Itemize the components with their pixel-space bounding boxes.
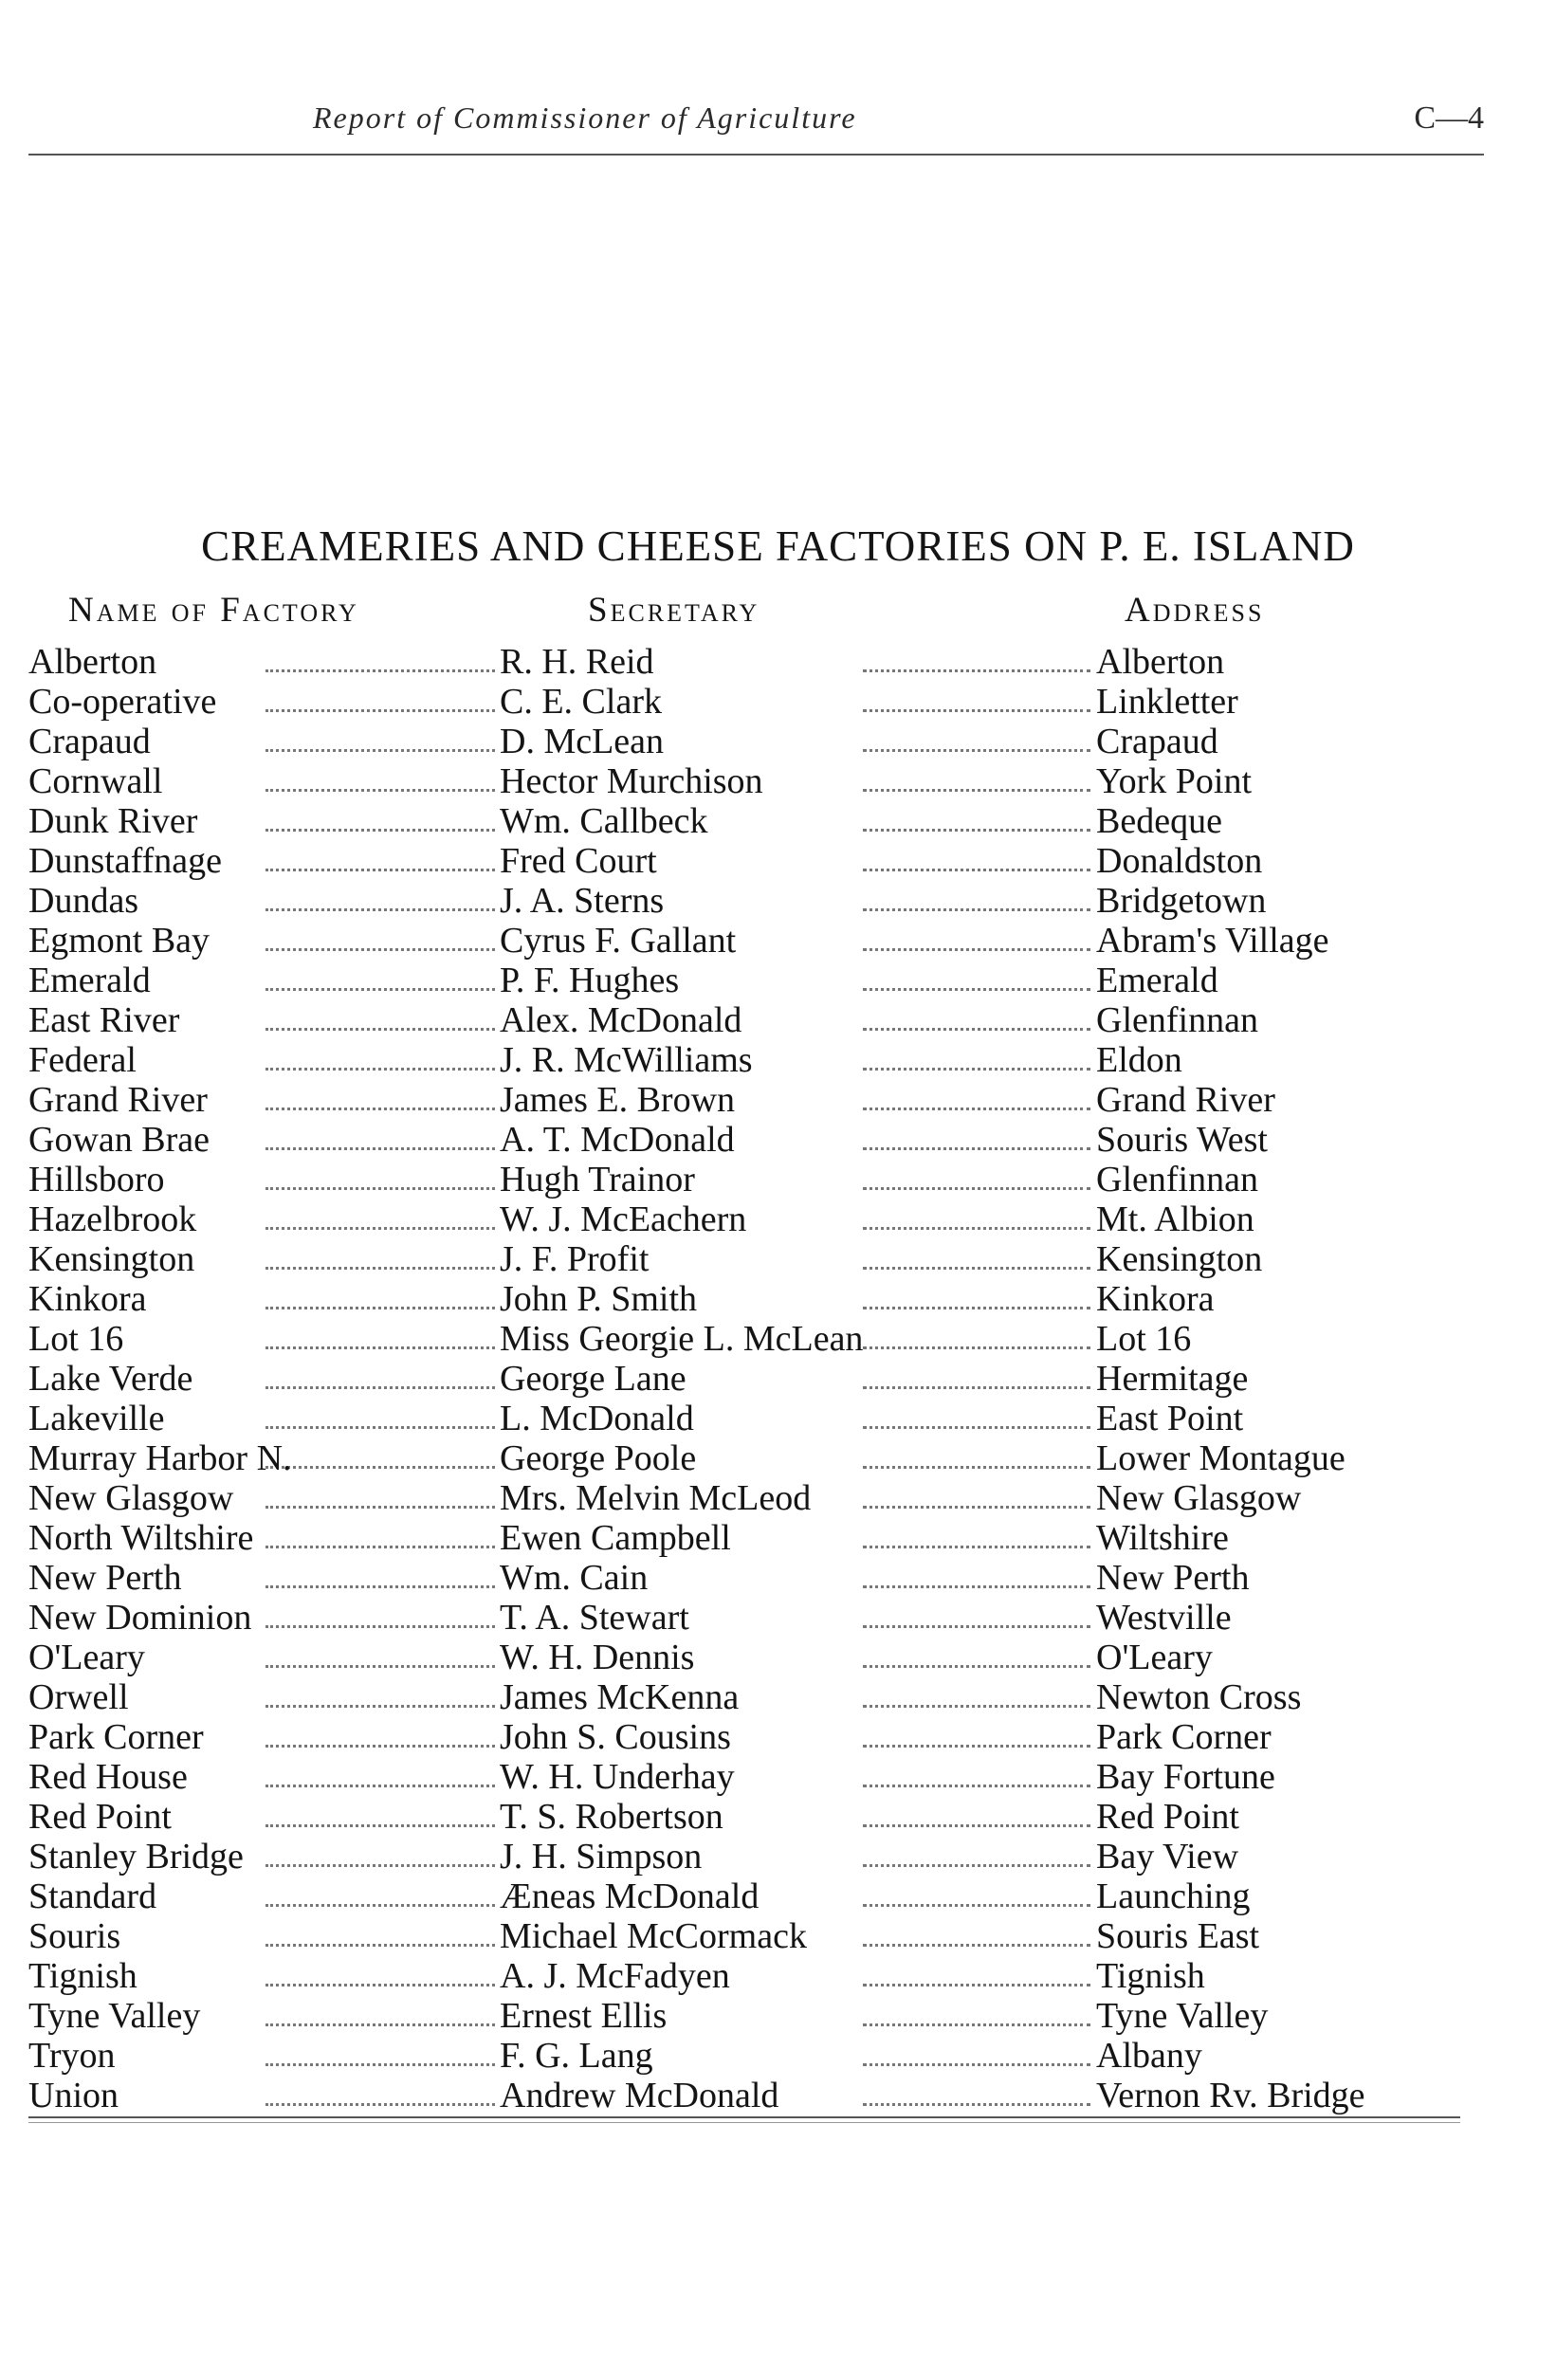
secretary-name: Miss Georgie L. McLean (500, 1319, 864, 1359)
table-row (28, 2036, 1489, 2076)
dot-leader (863, 709, 1090, 712)
dot-leader (265, 1665, 495, 1668)
factory-name: Cornwall (28, 761, 163, 801)
dot-leader (863, 1346, 1090, 1349)
address: Westville (1096, 1598, 1232, 1638)
table-row (28, 1638, 1489, 1677)
secretary-name: J. H. Simpson (500, 1837, 703, 1877)
address: Red Point (1096, 1797, 1239, 1837)
dot-leader (863, 2103, 1090, 2106)
table-row (28, 2076, 1489, 2115)
dot-leader (863, 1227, 1090, 1230)
dot-leader (265, 1824, 495, 1827)
table-row (28, 1877, 1489, 1916)
table-row (28, 1956, 1489, 1996)
factory-name: Lakeville (28, 1399, 165, 1438)
dot-leader (265, 1028, 495, 1031)
table-row (28, 722, 1489, 761)
dot-leader (863, 749, 1090, 752)
address: Bay View (1096, 1837, 1239, 1877)
secretary-name: Michael McCormack (500, 1916, 807, 1956)
dot-leader (265, 1187, 495, 1190)
table-row (28, 1558, 1489, 1598)
secretary-name: George Poole (500, 1438, 697, 1478)
dot-leader (265, 1346, 495, 1349)
dot-leader (265, 1944, 495, 1947)
secretary-name: J. A. Sterns (500, 881, 665, 921)
dot-leader (265, 948, 495, 951)
table-row (28, 961, 1489, 1000)
table-row (28, 1797, 1489, 1837)
factory-name: Orwell (28, 1677, 129, 1717)
dot-leader (863, 1824, 1090, 1827)
address: New Glasgow (1096, 1478, 1302, 1518)
dot-leader (265, 669, 495, 672)
footer-rule (28, 2116, 1460, 2118)
dot-leader (863, 789, 1090, 792)
factory-name: Kinkora (28, 1279, 147, 1319)
secretary-name: T. S. Robertson (500, 1797, 723, 1837)
dot-leader (265, 1984, 495, 1986)
table-row (28, 1279, 1489, 1319)
factory-name: Stanley Bridge (28, 1837, 244, 1877)
dot-leader (863, 1705, 1090, 1708)
factory-name: Tyne Valley (28, 1996, 201, 2036)
dot-leader (265, 829, 495, 832)
table-row (28, 761, 1489, 801)
factory-name: Lot 16 (28, 1319, 124, 1359)
table-row (28, 1518, 1489, 1558)
factory-name: O'Leary (28, 1638, 145, 1677)
factory-name: New Perth (28, 1558, 182, 1598)
dot-leader (265, 1506, 495, 1509)
secretary-name: W. H. Underhay (500, 1757, 735, 1797)
dot-leader (863, 1506, 1090, 1509)
secretary-name: James E. Brown (500, 1080, 736, 1120)
page-title: CREAMERIES AND CHEESE FACTORIES ON P. E. ISLAND (201, 522, 1355, 570)
factory-name: Hazelbrook (28, 1199, 197, 1239)
dot-leader (863, 1187, 1090, 1190)
factory-name: Alberton (28, 642, 157, 682)
dot-leader (265, 749, 495, 752)
factory-name: Dunstaffnage (28, 841, 223, 881)
address: Tyne Valley (1096, 1996, 1269, 2036)
secretary-name: W. J. McEachern (500, 1199, 747, 1239)
dot-leader (863, 948, 1090, 951)
address: Bridgetown (1096, 881, 1267, 921)
factory-name: Crapaud (28, 722, 151, 761)
table-row (28, 1319, 1489, 1359)
address: Abram's Village (1096, 921, 1329, 961)
dot-leader (863, 829, 1090, 832)
table-row (28, 1717, 1489, 1757)
dot-leader (863, 869, 1090, 871)
secretary-name: A. T. McDonald (500, 1120, 735, 1160)
address: Launching (1096, 1877, 1251, 1916)
dot-leader (265, 1147, 495, 1150)
factory-name: Murray Harbor N. (28, 1438, 292, 1478)
column-header-factory: Name of Factory (68, 591, 359, 630)
table-row (28, 1399, 1489, 1438)
dot-leader (863, 908, 1090, 911)
address: Wiltshire (1096, 1518, 1229, 1558)
factory-name: Red Point (28, 1797, 172, 1837)
table-row (28, 1080, 1489, 1120)
factory-name: Tryon (28, 2036, 116, 2076)
address: Emerald (1096, 961, 1218, 1000)
address: Crapaud (1096, 722, 1218, 761)
dot-leader (265, 1864, 495, 1867)
factory-name: Dunk River (28, 801, 198, 841)
secretary-name: L. McDonald (500, 1399, 694, 1438)
dot-leader (265, 1904, 495, 1907)
address: East Point (1096, 1399, 1244, 1438)
factory-name: Emerald (28, 961, 151, 1000)
secretary-name: A. J. McFadyen (500, 1956, 730, 1996)
address: O'Leary (1096, 1638, 1213, 1677)
dot-leader (265, 1267, 495, 1270)
page-number: C—4 (1414, 101, 1484, 136)
table-row (28, 1996, 1489, 2036)
secretary-name: Andrew McDonald (500, 2076, 779, 2115)
dot-leader (265, 1227, 495, 1230)
secretary-name: F. G. Lang (500, 2036, 653, 2076)
address: Glenfinnan (1096, 1000, 1258, 1040)
factory-name: Egmont Bay (28, 921, 211, 961)
dot-leader (863, 1307, 1090, 1309)
factory-name: Hillsboro (28, 1160, 165, 1199)
dot-leader (265, 1745, 495, 1748)
factory-name: New Dominion (28, 1598, 252, 1638)
dot-leader (863, 1665, 1090, 1668)
table-row (28, 1359, 1489, 1399)
table-row (28, 1239, 1489, 1279)
factory-name: Grand River (28, 1080, 208, 1120)
dot-leader (265, 1785, 495, 1787)
dot-leader (863, 1068, 1090, 1071)
secretary-name: Wm. Cain (500, 1558, 649, 1598)
factory-name: Co-operative (28, 682, 217, 722)
dot-leader (863, 1785, 1090, 1787)
secretary-name: W. H. Dennis (500, 1638, 695, 1677)
dot-leader (265, 1426, 495, 1429)
factory-name: Gowan Brae (28, 1120, 210, 1160)
table-row (28, 642, 1489, 682)
secretary-name: J. F. Profit (500, 1239, 650, 1279)
address: Kensington (1096, 1239, 1263, 1279)
address: Park Corner (1096, 1717, 1272, 1757)
secretary-name: George Lane (500, 1359, 686, 1399)
secretary-name: J. R. McWilliams (500, 1040, 753, 1080)
column-header-address: Address (1125, 591, 1265, 630)
secretary-name: Cyrus F. Gallant (500, 921, 737, 961)
factory-name: Souris (28, 1916, 121, 1956)
secretary-name: C. E. Clark (500, 682, 662, 722)
dot-leader (265, 2103, 495, 2106)
dot-leader (863, 1864, 1090, 1867)
secretary-name: Fred Court (500, 841, 657, 881)
secretary-name: P. F. Hughes (500, 961, 680, 1000)
dot-leader (265, 1108, 495, 1110)
table-row (28, 1199, 1489, 1239)
factory-name: North Wiltshire (28, 1518, 254, 1558)
secretary-name: John P. Smith (500, 1279, 698, 1319)
factory-name: Tignish (28, 1956, 137, 1996)
address: York Point (1096, 761, 1253, 801)
factory-name: Federal (28, 1040, 137, 1080)
address: Bedeque (1096, 801, 1222, 841)
address: Grand River (1096, 1080, 1275, 1120)
table-row (28, 881, 1489, 921)
factory-table (28, 642, 1489, 2115)
factory-name: New Glasgow (28, 1478, 234, 1518)
factory-name: Red House (28, 1757, 188, 1797)
address: Souris East (1096, 1916, 1260, 1956)
table-row (28, 1438, 1489, 1478)
table-row (28, 1677, 1489, 1717)
dot-leader (863, 1147, 1090, 1150)
dot-leader (863, 988, 1090, 991)
factory-name: Union (28, 2076, 119, 2115)
footer-rule-thin (28, 2122, 1460, 2123)
table-row (28, 1837, 1489, 1877)
dot-leader (265, 2063, 495, 2066)
table-row (28, 1916, 1489, 1956)
dot-leader (863, 1585, 1090, 1588)
table-row (28, 1040, 1489, 1080)
secretary-name: D. McLean (500, 722, 665, 761)
dot-leader (265, 1546, 495, 1548)
address: Kinkora (1096, 1279, 1215, 1319)
table-row (28, 801, 1489, 841)
dot-leader (863, 1984, 1090, 1986)
secretary-name: John S. Cousins (500, 1717, 731, 1757)
address: Vernon Rv. Bridge (1096, 2076, 1365, 2115)
header-rule (28, 154, 1484, 156)
dot-leader (265, 869, 495, 871)
dot-leader (863, 1904, 1090, 1907)
secretary-name: R. H. Reid (500, 642, 654, 682)
dot-leader (265, 908, 495, 911)
address: Mt. Albion (1096, 1199, 1254, 1239)
table-row (28, 1598, 1489, 1638)
factory-name: Park Corner (28, 1717, 204, 1757)
dot-leader (863, 1944, 1090, 1947)
secretary-name: Ewen Campbell (500, 1518, 731, 1558)
dot-leader (265, 789, 495, 792)
secretary-name: Hector Murchison (500, 761, 763, 801)
dot-leader (863, 1745, 1090, 1748)
factory-name: Lake Verde (28, 1359, 193, 1399)
secretary-name: Alex. McDonald (500, 1000, 742, 1040)
address: Tignish (1096, 1956, 1205, 1996)
dot-leader (265, 1466, 495, 1469)
address: Newton Cross (1096, 1677, 1302, 1717)
secretary-name: Hugh Trainor (500, 1160, 695, 1199)
secretary-name: Ernest Ellis (500, 1996, 668, 2036)
dot-leader (863, 1426, 1090, 1429)
dot-leader (863, 2023, 1090, 2026)
page-header (28, 101, 1484, 157)
secretary-name: Æneas McDonald (500, 1877, 760, 1916)
factory-name: East River (28, 1000, 180, 1040)
address: Donaldston (1096, 841, 1263, 881)
dot-leader (265, 988, 495, 991)
dot-leader (265, 1307, 495, 1309)
secretary-name: Wm. Callbeck (500, 801, 708, 841)
column-header-secretary: Secretary (588, 591, 760, 630)
address: Albany (1096, 2036, 1202, 2076)
dot-leader (863, 1108, 1090, 1110)
running-title: Report of Commissioner of Agriculture (313, 101, 857, 135)
table-row (28, 1478, 1489, 1518)
dot-leader (265, 1068, 495, 1071)
secretary-name: Mrs. Melvin McLeod (500, 1478, 812, 1518)
secretary-name: T. A. Stewart (500, 1598, 689, 1638)
table-row (28, 841, 1489, 881)
address: Bay Fortune (1096, 1757, 1275, 1797)
dot-leader (863, 1625, 1090, 1628)
dot-leader (265, 1625, 495, 1628)
address: New Perth (1096, 1558, 1250, 1598)
address: Souris West (1096, 1120, 1268, 1160)
dot-leader (863, 669, 1090, 672)
address: Eldon (1096, 1040, 1182, 1080)
dot-leader (265, 1386, 495, 1389)
table-row (28, 921, 1489, 961)
address: Lower Montague (1096, 1438, 1345, 1478)
factory-name: Standard (28, 1877, 157, 1916)
table-row (28, 1160, 1489, 1199)
address: Glenfinnan (1096, 1160, 1258, 1199)
dot-leader (863, 1028, 1090, 1031)
address: Hermitage (1096, 1359, 1249, 1399)
address: Lot 16 (1096, 1319, 1192, 1359)
dot-leader (265, 709, 495, 712)
dot-leader (863, 1386, 1090, 1389)
dot-leader (265, 2023, 495, 2026)
address: Linkletter (1096, 682, 1238, 722)
dot-leader (863, 1267, 1090, 1270)
dot-leader (265, 1705, 495, 1708)
dot-leader (863, 2063, 1090, 2066)
table-row (28, 1757, 1489, 1797)
dot-leader (863, 1546, 1090, 1548)
table-row (28, 1000, 1489, 1040)
dot-leader (265, 1585, 495, 1588)
dot-leader (863, 1466, 1090, 1469)
address: Alberton (1096, 642, 1225, 682)
factory-name: Kensington (28, 1239, 195, 1279)
table-row (28, 682, 1489, 722)
factory-name: Dundas (28, 881, 139, 921)
table-row (28, 1120, 1489, 1160)
secretary-name: James McKenna (500, 1677, 740, 1717)
